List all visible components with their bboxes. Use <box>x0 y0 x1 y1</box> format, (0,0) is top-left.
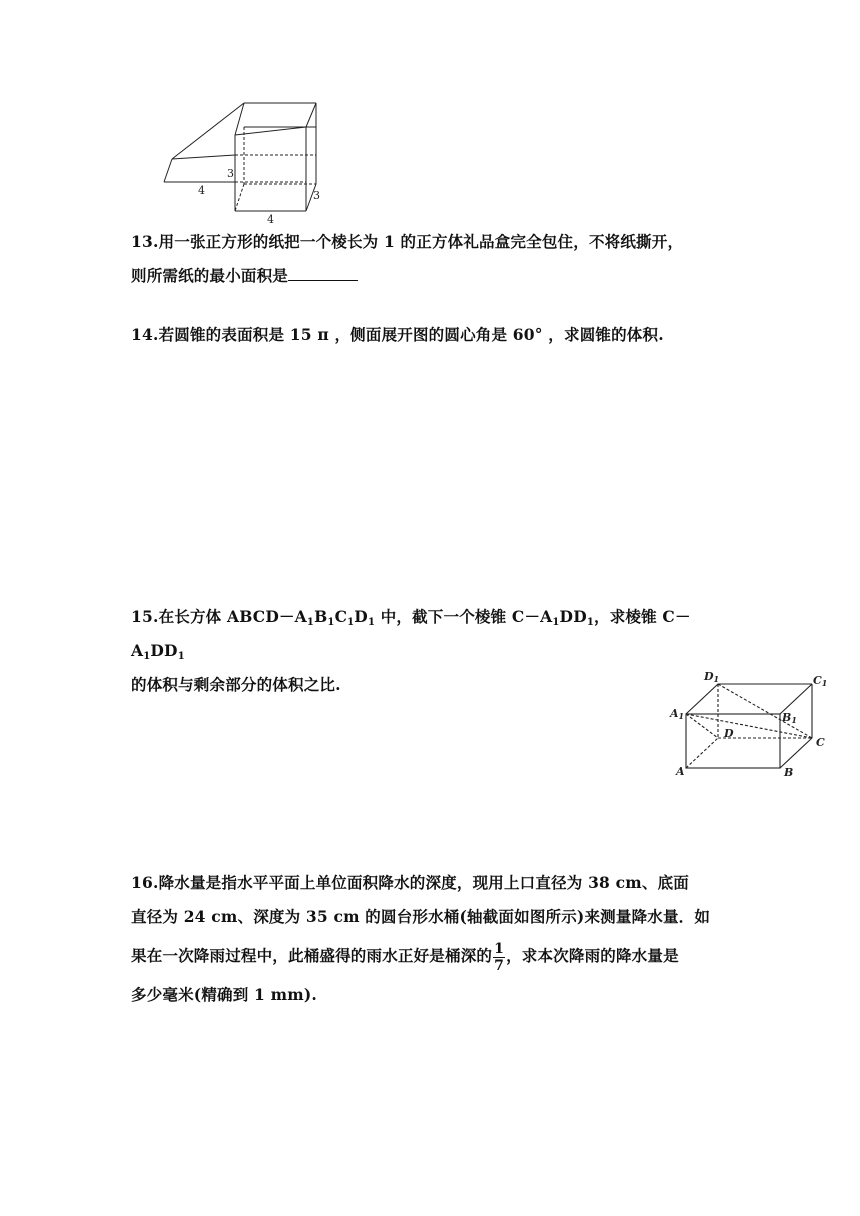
cuboid-figure <box>664 668 834 783</box>
fraction-one-seventh: $\frac{1}{7}$ <box>494 940 505 974</box>
label-B: B <box>784 766 794 779</box>
question-15 <box>131 600 741 702</box>
question-13 <box>131 225 741 293</box>
q15-line2: 的体积与剩余部分的体积之比. <box>131 675 341 694</box>
label-A: A <box>676 765 685 778</box>
label-C1: C1 <box>813 674 828 688</box>
q13-line2: 则所需纸的最小面积是 <box>131 259 741 293</box>
fig1-label-left-height: 3 <box>227 167 234 180</box>
q16-line1: 16.降水量是指水平平面上单位面积降水的深度，现用上口直径为 38 cm、底面 <box>131 873 689 892</box>
label-C: C <box>816 736 825 749</box>
q15-line1: 15.在长方体 $ABCD-A_1B_1C_1D_1$ 中，截下一个棱锥 $C-A_1DD_1$，求棱锥 $C-A_1DD_1$ <box>131 607 691 662</box>
q13-line1: 13.用一张正方形的纸把一个棱长为 1 的正方体礼品盒完全包住，不将纸撕开， <box>131 232 684 251</box>
label-B1: B1 <box>782 711 797 725</box>
label-A1: A1 <box>670 707 685 721</box>
label-D: D <box>724 727 734 740</box>
q16-line2: 直径为 24 cm、深度为 35 cm 的圆台形水桶(轴截面如图所示)来测量降水量．如 <box>131 907 711 926</box>
answer-blank[interactable] <box>288 266 358 281</box>
q16-line4: 多少毫米(精确到 1 mm). <box>131 985 317 1004</box>
q16-line3: 果在一次降雨过程中，此桶盛得的雨水正好是桶深的 $\frac{1}{7}$ ，求本次降雨的降水量是 <box>131 940 679 974</box>
fig1-label-bottom-right: 4 <box>267 213 274 226</box>
fig1-label-bottom-left: 4 <box>198 184 205 197</box>
prism-figure <box>160 96 330 226</box>
question-14: 14.若圆锥的表面积是 15 π ，侧面展开图的圆心角是 60° ，求圆锥的体积. <box>131 325 664 344</box>
label-D1: D1 <box>704 670 720 684</box>
fig1-label-right-height: 3 <box>313 189 320 202</box>
question-16 <box>131 866 741 1012</box>
